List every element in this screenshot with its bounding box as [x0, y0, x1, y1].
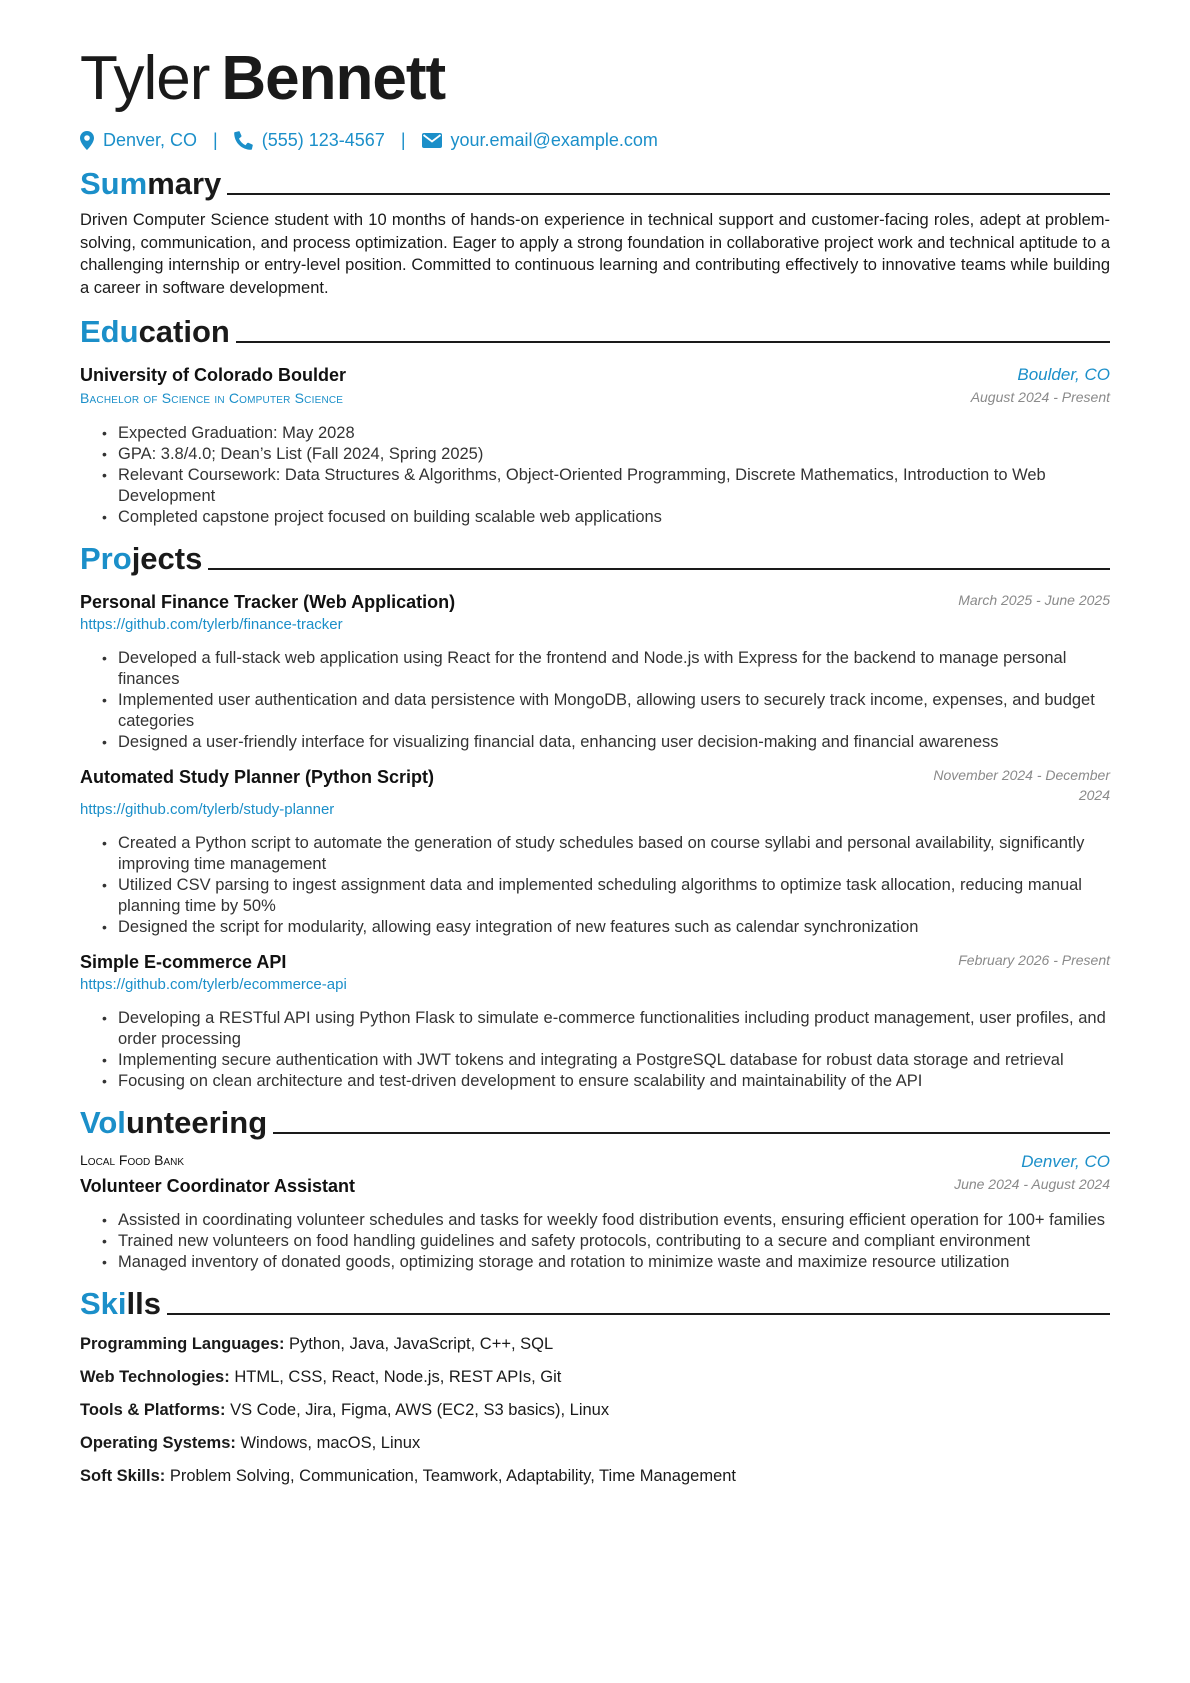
section-rule — [227, 193, 1110, 195]
section-title — [80, 165, 221, 203]
skill-value: Python, Java, JavaScript, C++, SQL — [289, 1335, 554, 1353]
skill-label: Tools & Platforms: — [80, 1401, 226, 1419]
list-item: • Created a Python script to automate the generation of study schedules based on course syllabi and personal availability, significantly improving time management — [102, 833, 1110, 875]
education-bullets — [80, 423, 1110, 528]
section-rule — [236, 341, 1110, 343]
email-link: your.email@example.com — [450, 130, 658, 150]
contact-phone[interactable] — [234, 130, 385, 151]
title-accent: Vol — [80, 1105, 126, 1140]
contact-separator: | — [213, 130, 218, 150]
project-dates-line: 2024 — [1078, 787, 1110, 803]
project-title: Personal Finance Tracker (Web Application) — [80, 592, 456, 612]
section-title — [80, 1285, 161, 1323]
location-text: Denver, CO — [103, 130, 198, 150]
list-item: • Expected Graduation: May 2028 — [102, 423, 1110, 444]
project-bullets — [80, 648, 1110, 753]
skill-row — [80, 1366, 1110, 1388]
title-rest: lls — [126, 1286, 161, 1321]
skill-value: Problem Solving, Communication, Teamwork, Adaptability, Time Management — [169, 1467, 737, 1485]
project-title: Automated Study Planner (Python Script) — [80, 767, 435, 787]
project-bullets — [80, 833, 1110, 938]
list-item: • Completed capstone project focused on building scalable web applications — [102, 507, 1110, 528]
skill-label: Programming Languages: — [80, 1335, 285, 1353]
education-heading — [80, 313, 1110, 351]
phone-icon — [234, 131, 253, 150]
skills-heading — [80, 1285, 1110, 1323]
project-bullets — [80, 1008, 1110, 1092]
volunteer-entry — [80, 1150, 1110, 1273]
envelope-icon — [422, 133, 442, 148]
school-name: University of Colorado Boulder — [80, 365, 347, 385]
volunteering-heading — [80, 1104, 1110, 1142]
title-accent: Sum — [80, 166, 148, 201]
summary-heading — [80, 165, 1110, 203]
skill-label: Soft Skills: — [80, 1467, 166, 1485]
degree: Bachelor of Science in Computer Science — [80, 390, 344, 406]
section-rule — [273, 1132, 1110, 1134]
skill-label: Web Technologies: — [80, 1368, 230, 1386]
education-entry — [80, 363, 1110, 528]
skill-row — [80, 1432, 1110, 1454]
project-entry — [80, 590, 1110, 753]
project-link[interactable]: https://github.com/tylerb/finance-tracker — [80, 616, 343, 633]
list-item: • Designed a user-friendly interface for visualizing financial data, enhancing user decision-making and financial awareness — [102, 732, 1110, 753]
project-dates-line: November 2024 - December — [933, 767, 1110, 783]
list-item: • Relevant Coursework: Data Structures & Algorithms, Object-Oriented Programming, Discrete Mathematics, Introduction to Web Development — [102, 465, 1110, 507]
list-item: • Implemented user authentication and data persistence with MongoDB, allowing users to securely track income, expenses, and budget categories — [102, 690, 1110, 732]
project-dates — [933, 765, 1110, 805]
title-rest: cation — [138, 314, 230, 349]
skill-row — [80, 1399, 1110, 1421]
project-entry — [80, 950, 1110, 1092]
skill-row — [80, 1333, 1110, 1355]
list-item: • Assisted in coordinating volunteer schedules and tasks for weekly food distribution events, ensuring efficient operation for 100+ families — [102, 1210, 1110, 1231]
contact-bar — [80, 130, 1110, 151]
title-accent: Edu — [80, 314, 139, 349]
summary-text: Driven Computer Science student with 10 months of hands-on experience in technical support and customer-facing roles, adept at problem-solving, communication, and process optimization. Eager to apply a strong foundation in collaborative project work and technical aptitude to a challenging internship or entry-level position. Committed to continuous learning and contributing effectively to innovative teams while building a career in software development. — [80, 211, 1111, 297]
candidate-name — [80, 40, 1110, 118]
title-accent: Pro — [80, 541, 132, 576]
title-rest: mary — [147, 166, 222, 201]
list-item: • Utilized CSV parsing to ingest assignment data and implemented scheduling algorithms to optimize task allocation, reducing manual planning time by 50% — [102, 875, 1110, 917]
list-item: • Trained new volunteers on food handling guidelines and safety protocols, contributing to a secure and compliant environment — [102, 1231, 1110, 1252]
section-rule — [167, 1313, 1110, 1315]
title-accent: Ski — [80, 1286, 127, 1321]
volunteer-location: Denver, CO — [1021, 1152, 1110, 1171]
project-title: Simple E-commerce API — [80, 952, 287, 972]
skill-value: HTML, CSS, React, Node.js, REST APIs, Git — [234, 1368, 562, 1386]
skills-list — [80, 1333, 1110, 1487]
volunteer-dates: June 2024 - August 2024 — [954, 1176, 1110, 1192]
education-dates: August 2024 - Present — [970, 389, 1110, 405]
map-pin-icon — [80, 131, 94, 150]
list-item: • Developed a full-stack web application using React for the frontend and Node.js with Express for the backend to manage personal finances — [102, 648, 1110, 690]
list-item: • GPA: 3.8/4.0; Dean’s List (Fall 2024, Spring 2025) — [102, 444, 1110, 465]
section-title — [80, 540, 202, 578]
section-title — [80, 1104, 267, 1142]
list-item: • Developing a RESTful API using Python Flask to simulate e-commerce functionalities including product management, user profiles, and order processing — [102, 1008, 1110, 1050]
projects-heading — [80, 540, 1110, 578]
phone-text: (555) 123-4567 — [261, 130, 385, 150]
project-dates: March 2025 - June 2025 — [958, 592, 1110, 608]
list-item: • Implementing secure authentication with JWT tokens and integrating a PostgreSQL database for robust data storage and retrieval — [102, 1050, 1110, 1071]
project-entry — [80, 765, 1110, 938]
project-link[interactable]: https://github.com/tylerb/study-planner — [80, 801, 335, 818]
contact-location — [80, 130, 197, 151]
skill-value: VS Code, Jira, Figma, AWS (EC2, S3 basics), Linux — [230, 1401, 610, 1419]
contact-email[interactable] — [422, 130, 658, 151]
list-item: • Focusing on clean architecture and test-driven development to ensure scalability and maintainability of the API — [102, 1071, 1110, 1092]
volunteer-bullets — [80, 1210, 1110, 1273]
skill-row — [80, 1465, 1110, 1487]
skill-label: Operating Systems: — [80, 1434, 236, 1452]
title-rest: unteering — [125, 1105, 268, 1140]
last-name: Bennett — [221, 44, 446, 113]
project-link[interactable]: https://github.com/tylerb/ecommerce-api — [80, 976, 347, 993]
list-item: • Managed inventory of donated goods, optimizing storage and rotation to minimize waste and maximize resource utilization — [102, 1252, 1110, 1273]
list-item: • Designed the script for modularity, allowing easy integration of new features such as calendar synchronization — [102, 917, 1110, 938]
title-rest: jects — [131, 541, 203, 576]
organization-name: Local Food Bank — [80, 1152, 185, 1168]
project-dates: February 2026 - Present — [958, 952, 1110, 968]
contact-separator: | — [400, 130, 406, 150]
school-location: Boulder, CO — [1017, 365, 1110, 384]
section-title — [80, 313, 230, 351]
skill-value: Windows, macOS, Linux — [240, 1434, 421, 1452]
volunteer-role: Volunteer Coordinator Assistant — [80, 1176, 356, 1196]
section-rule — [208, 568, 1110, 570]
first-name: Tyler — [80, 44, 210, 113]
